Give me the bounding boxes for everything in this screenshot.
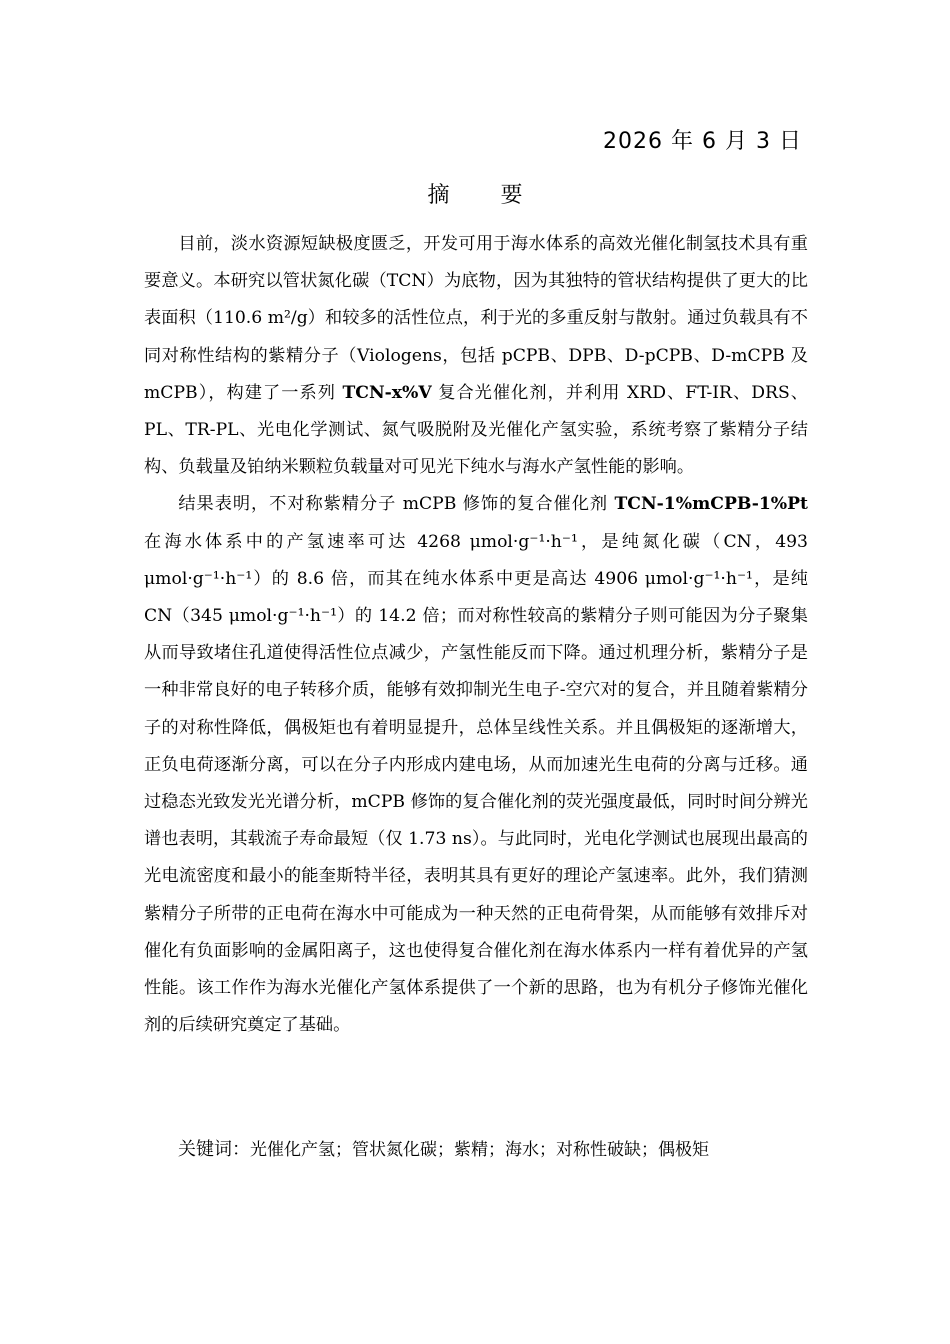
abstract-body — [144, 226, 808, 1044]
keywords-label: 关键词： — [178, 1139, 250, 1160]
paragraph-1-text-b: 复合光催化剂，并利用 XRD、FT-IR、DRS、PL、TR-PL、光电化学测试、氮气吸脱附及光催化产氢实验，系统考察了紫精分子结构、负载量及铂纳米颗粒负载量对可见光下纯水与海水产氢性能的影响。 — [144, 382, 808, 478]
paragraph-2-text-b: 在海水体系中的产氢速率可达 4268 μmol·g⁻¹·h⁻¹，是纯氮化碳（CN，493 μmol·g⁻¹·h⁻¹）的 8.6 倍，而其在纯水体系中更是高达 4906 μmol·g⁻¹·h⁻¹，是纯 CN（345 μmol·g⁻¹·h⁻¹）的 14.2 倍；而对称性较高的紫精分子则可能因为分子聚集从而导致堵住孔道使得活性位点减少，产氢性能反而下降。通过机理分析，紫精分子是一种非常良好的电子转移介质，能够有效抑制光生电子-空穴对的复合，并且随着紫精分子的对称性降低，偶极矩也有着明显提升，总体呈线性关系。并且偶极矩的逐渐增大，正负电荷逐渐分离，可以在分子内形成内建电场，从而加速光生电荷的分离与迁移。通过稳态光致发光光谱分析，mCPB 修饰的复合催化剂的荧光强度最低，同时时间分辨光谱也表明，其载流子寿命最短（仅 1.73 ns）。与此同时，光电化学测试也展现出最高的光电流密度和最小的能奎斯特半径，表明其具有更好的理论产氢速率。此外，我们猜测紫精分子所带的正电荷在海水中可能成为一种天然的正电荷骨架，从而能够有效排斥对催化有负面影响的金属阳离子，这也使得复合催化剂在海水体系内一样有着优异的产氢性能。该工作作为海水光催化产氢体系提供了一个新的思路，也为有机分子修饰光催化剂的后续研究奠定了基础。 — [144, 531, 808, 1036]
keywords-text: 光催化产氢；管状氮化碳；紫精；海水；对称性破缺；偶极矩 — [250, 1140, 709, 1160]
keywords-line — [178, 1134, 709, 1166]
abstract-paragraph-2 — [144, 486, 808, 1044]
abstract-paragraph-1 — [144, 226, 808, 486]
paragraph-1-bold-term: TCN-x%V — [342, 382, 432, 403]
paragraph-2-bold-term: TCN-1%mCPB-1%Pt — [614, 494, 808, 515]
paragraph-2-text-a: 结果表明，不对称紫精分子 mCPB 修饰的复合催化剂 — [178, 494, 615, 515]
document-date: 2026 年 6 月 3 日 — [603, 129, 802, 154]
abstract-title: 摘 要 — [427, 183, 545, 208]
paragraph-1-text-a: 目前，淡水资源短缺极度匮乏，开发可用于海水体系的高效光催化制氢技术具有重要意义。本研究以管状氮化碳（TCN）为底物，因为其独特的管状结构提供了更大的比表面积（110.6 m²/g）和较多的活性位点，利于光的多重反射与散射。通过负载具有不同对称性结构的紫精分子（Viologens，包括 pCPB、DPB、D-pCPB、D-mCPB 及 mCPB），构建了一系列 — [144, 234, 808, 403]
